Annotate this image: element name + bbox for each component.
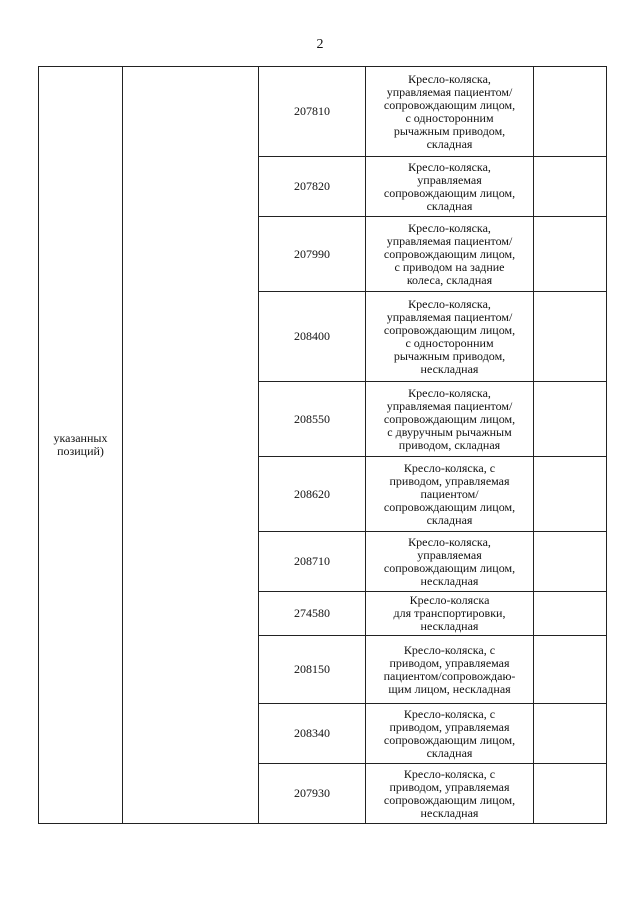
- last-column-cell: [534, 67, 607, 157]
- table-body: [39, 67, 607, 824]
- name-line: Кресло-коляска,: [408, 159, 491, 174]
- name-cell: [366, 67, 534, 157]
- name-line: Кресло-коляска, с: [403, 766, 496, 781]
- code-cell: 208550: [259, 382, 366, 457]
- name-line: приводом, управляемая: [389, 719, 510, 734]
- last-column-cell: [534, 217, 607, 292]
- name-line: щим лицом, нескладная: [388, 681, 511, 696]
- name-line: сопровождающим лицом,: [383, 322, 516, 337]
- name-line: Кресло-коляска, с: [403, 706, 496, 721]
- name-cell: [366, 764, 534, 824]
- name-line: пациентом/: [420, 486, 479, 501]
- name-line: пациентом/сопровождаю-: [383, 668, 516, 683]
- page-number: 2: [316, 37, 324, 52]
- code-cell: 274580: [259, 592, 366, 636]
- last-column-cell: [534, 382, 607, 457]
- name-line: с односторонним: [405, 335, 494, 350]
- last-column-cell: [534, 704, 607, 764]
- name-line: приводом, складная: [398, 437, 501, 452]
- name-line: сопровождающим лицом,: [383, 246, 516, 261]
- group-label-cell: [39, 67, 123, 824]
- name-line: Кресло-коляска, с: [403, 460, 496, 475]
- name-line: Кресло-коляска,: [408, 220, 491, 235]
- name-cell: [366, 292, 534, 382]
- code-cell: 208150: [259, 636, 366, 704]
- code-cell: 207810: [259, 67, 366, 157]
- name-cell: [366, 704, 534, 764]
- group-label-line: позиций): [57, 444, 104, 458]
- name-line: нескладная: [420, 573, 479, 588]
- last-column-cell: [534, 457, 607, 532]
- name-cell: [366, 217, 534, 292]
- name-line: приводом, управляемая: [389, 655, 510, 670]
- group-label-line: указанных: [53, 431, 108, 445]
- name-line: сопровождающим лицом,: [383, 97, 516, 112]
- name-line: Кресло-коляска,: [408, 385, 491, 400]
- name-line: рычажным приводом,: [393, 348, 506, 363]
- name-line: Кресло-коляска,: [408, 71, 491, 86]
- name-line: управляемая: [417, 172, 482, 187]
- name-line: нескладная: [420, 361, 479, 376]
- name-cell: [366, 636, 534, 704]
- name-line: с приводом на задние: [394, 259, 505, 274]
- code-cell: 207990: [259, 217, 366, 292]
- name-line: с двуручным рычажным: [387, 424, 512, 439]
- name-line: сопровождающим лицом,: [383, 499, 516, 514]
- name-line: сопровождающим лицом,: [383, 411, 516, 426]
- name-line: Кресло-коляска,: [408, 534, 491, 549]
- name-line: складная: [426, 198, 473, 213]
- name-line: Кресло-коляска,: [408, 296, 491, 311]
- name-line: складная: [426, 512, 473, 527]
- name-cell: [366, 457, 534, 532]
- name-line: с односторонним: [405, 110, 494, 125]
- name-line: сопровождающим лицом,: [383, 792, 516, 807]
- wheelchair-table: [38, 66, 607, 824]
- name-cell: [366, 382, 534, 457]
- code-cell: 208710: [259, 532, 366, 592]
- name-line: для транспортировки,: [393, 606, 506, 620]
- last-column-cell: [534, 764, 607, 824]
- name-line: складная: [426, 745, 473, 760]
- last-column-cell: [534, 592, 607, 636]
- name-line: нескладная: [420, 619, 479, 633]
- name-cell: [366, 532, 534, 592]
- name-line: приводом, управляемая: [389, 779, 510, 794]
- name-line: нескладная: [420, 805, 479, 820]
- name-line: рычажным приводом,: [393, 123, 506, 138]
- name-line: сопровождающим лицом,: [383, 560, 516, 575]
- name-line: Кресло-коляска: [409, 593, 490, 607]
- name-line: управляемая пациентом/: [386, 233, 513, 248]
- name-line: сопровождающим лицом,: [383, 185, 516, 200]
- name-cell: [366, 157, 534, 217]
- code-cell: 208340: [259, 704, 366, 764]
- name-line: управляемая: [417, 547, 482, 562]
- code-cell: 208400: [259, 292, 366, 382]
- name-line: сопровождающим лицом,: [383, 732, 516, 747]
- name-line: управляемая пациентом/: [386, 309, 513, 324]
- name-line: Кресло-коляска, с: [403, 642, 496, 657]
- name-line: колеса, складная: [406, 272, 493, 287]
- last-column-cell: [534, 157, 607, 217]
- code-cell: 207930: [259, 764, 366, 824]
- last-column-cell: [534, 636, 607, 704]
- last-column-cell: [534, 532, 607, 592]
- last-column-cell: [534, 292, 607, 382]
- name-line: управляемая пациентом/: [386, 398, 513, 413]
- empty-column-cell: [123, 67, 259, 824]
- code-cell: 208620: [259, 457, 366, 532]
- code-cell: 207820: [259, 157, 366, 217]
- name-cell: [366, 592, 534, 636]
- table-row: [39, 67, 607, 157]
- name-line: складная: [426, 136, 473, 151]
- name-line: управляемая пациентом/: [386, 84, 513, 99]
- name-line: приводом, управляемая: [389, 473, 510, 488]
